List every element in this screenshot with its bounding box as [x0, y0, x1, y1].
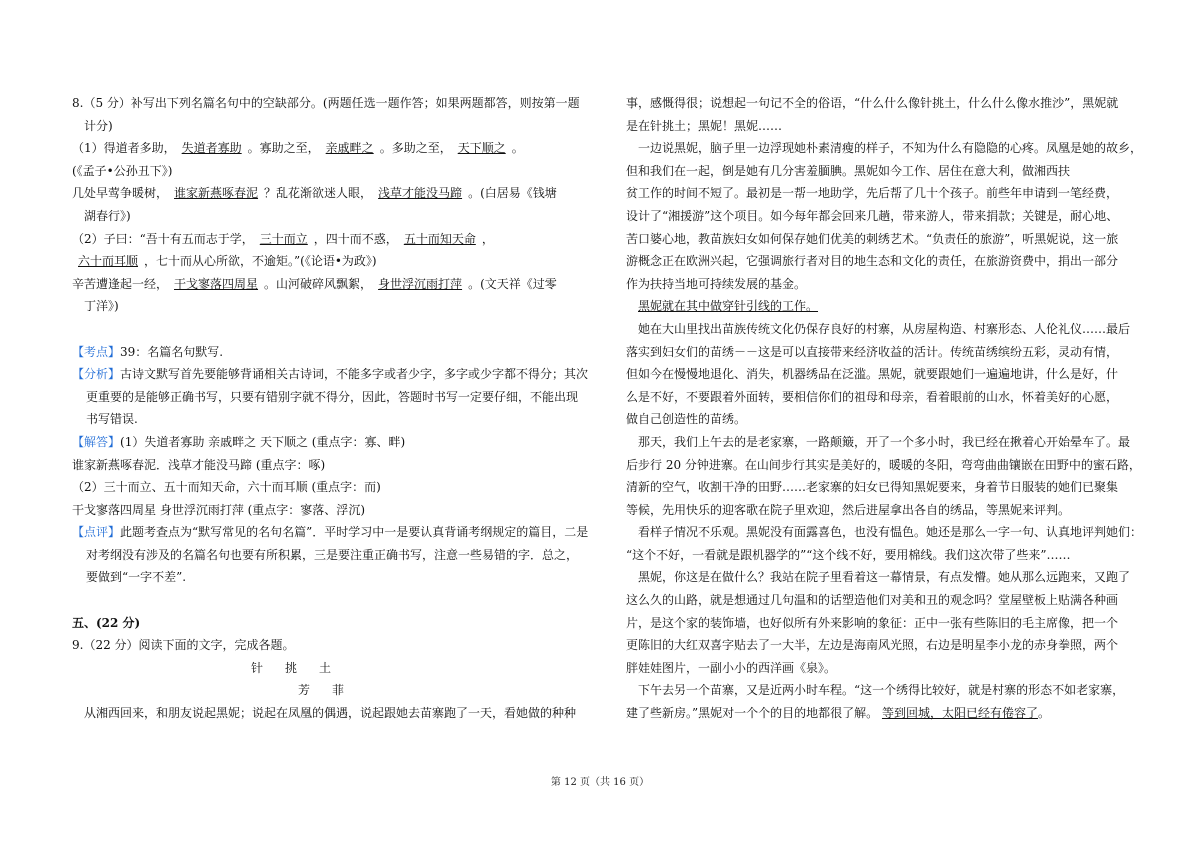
text: 古诗文默写首先要能够背诵相关古诗词，不能多字或者少字，多字或少字都不得分；其次 — [120, 367, 589, 382]
fenxi-line-2: 更重要的是能够正确书写，只要有错别字就不得分，因此，答题时书写一定要仔细，不能出现 — [86, 389, 579, 404]
kaodian-line — [72, 341, 592, 364]
article-line: 但如今在慢慢地退化、消失，机器绣品在泛滥。黑妮，就要跟她们一遍遍地讲，什么是好，什 — [626, 367, 1119, 382]
left-column — [72, 92, 592, 725]
text: 。山河破碎风飘絮， — [264, 276, 373, 291]
answer-blank: 六十而耳顺 — [78, 254, 139, 269]
text: 。多助之至， — [379, 141, 452, 156]
answer-blank: 失道者寡助 — [181, 141, 242, 156]
article-title: 针挑土 — [250, 660, 353, 675]
article-line: 设计了“湘援游”这个项目。如今每年都会回来几趟，带来游人，带来捐款；关键是，耐心地、 — [626, 208, 1119, 223]
answer-blank: 干戈寥落四周星 — [174, 276, 259, 291]
article-line: 黑妮，你这是在做什么？我站在院子里看着这一幕情景，有点发懵。她从那么远跑来，又跑了 — [638, 570, 1131, 585]
jieda-tag: 【解答】 — [72, 434, 121, 449]
jieda-line — [72, 431, 592, 454]
dianping-tag: 【点评】 — [72, 525, 121, 540]
text: ，四十而不惑， — [313, 231, 398, 246]
article-line: 这么久的山路，就是想通过几句温和的话塑造他们对美和丑的观念吗？堂屋壁板上贴满各种画 — [626, 593, 1119, 608]
article-line: 事，感慨得很；说想起一句记不全的俗语，“什么什么像针挑土，什么什么像水推沙”，黑妮就 — [626, 96, 1119, 110]
article-line: 后步行 20 分钟进寨。在山间步行其实是美好的，暖暖的冬阳，弯弯曲曲镶嵌在田野中的蜜石路， — [626, 457, 1141, 472]
article-line: 她在大山里找出苗族传统文化仍保存良好的村寨，从房屋构造、村寨形态、人伦礼仪……最后 — [638, 321, 1131, 336]
answer-blank: 天下顺之 — [457, 141, 506, 156]
q8-line-8: 丁洋》) — [84, 299, 119, 314]
article-line: 那天，我们上午去的是老家寨，一路颠簸，开了一个多小时，我已经在揪着心开始晕车了。最 — [638, 434, 1131, 449]
article-line: 是在针挑土；黑妮！黑妮…… — [626, 118, 783, 133]
article-line — [626, 702, 1146, 725]
q9-heading: 9.（22 分）阅读下面的文字，完成各题。 — [72, 638, 295, 653]
right-column — [626, 92, 1146, 725]
fenxi-line — [72, 363, 592, 386]
article-line: 更陈旧的大红双喜字贴去了一大半，左边是海南风光照，右边是明星李小龙的赤身拳照，两个 — [626, 638, 1119, 653]
jieda-line-2: 谁家新燕啄春泥．浅草才能没马蹄 (重点字：啄) — [72, 457, 326, 472]
text: 几处早莺争暖树， — [72, 186, 169, 201]
answer-blank: 三十而立 — [259, 231, 308, 246]
article-line: 等候，先用快乐的迎客歌在院子里欢迎，然后进屋拿出各自的绣品，等黑妮来评判。 — [626, 502, 1071, 517]
q8-line-3 — [72, 182, 592, 205]
jieda-line-3: （2）三十而立、五十而知天命，六十而耳顺 (重点字：而) — [72, 480, 381, 495]
q8-line-4: 湖春行》) — [84, 208, 131, 223]
q8-line-2: (《孟子•公孙丑下》) — [72, 163, 173, 178]
q8-heading: 8.（5 分）补写出下列名篇名句中的空缺部分。(两题任选一题作答；如果两题都答，则按第一题 — [72, 96, 580, 110]
text: 。 — [1037, 706, 1050, 721]
article-line: 看样子情况不乐观。黑妮没有面露喜色，也没有愠色。她还是那么一字一句、认真地评判她们： — [638, 525, 1143, 540]
answer-blank: 亲戚畔之 — [325, 141, 374, 156]
article-line: “这个不好，一看就是跟机器学的”“这个线不好，要用棉线。我们这次带了些来”…… — [626, 547, 1071, 562]
article-line: 片，是这个家的装饰墙，也好似所有外来影响的象征：正中一张有些陈旧的毛主席像，把一个 — [626, 615, 1119, 630]
dianping-line — [72, 521, 592, 544]
article-paragraph-1: 从湘西回来，和朋友说起黑妮；说起在凤凰的偶遇，说起跟她去苗寨跑了一天，看她做的种种 — [84, 706, 577, 721]
jieda-line-4: 干戈寥落四周星 身世浮沉雨打萍 (重点字：寥落、浮沉) — [72, 502, 365, 517]
text: 。(白居易《钱塘 — [468, 186, 557, 201]
page-number: 第 12 页（共 16 页） — [550, 777, 650, 788]
article-line: 下午去另一个苗寨，又是近两小时车程。“这一个绣得比较好，就是村寨的形态不如老家寨， — [638, 683, 1125, 698]
article-line: 贫工作的时间不短了。最初是一帮一地助学，先后帮了几十个孩子。前些年申请到一笔经费， — [626, 186, 1119, 201]
answer-blank: 浅草才能没马蹄 — [378, 186, 463, 201]
article-line: 么是不好，不要跟着外面转，要相信你们的祖母和母亲，看着眼前的山水，怀着美好的心愿， — [626, 389, 1119, 404]
text: 。(文天祥《过零 — [468, 276, 557, 291]
answer-blank: 谁家新燕啄春泥 — [174, 186, 259, 201]
spacer — [72, 318, 592, 341]
answer-blank: 五十而知天命 — [403, 231, 476, 246]
text: ， — [481, 231, 494, 246]
q8-line-5 — [72, 228, 592, 251]
text: （2）子曰：“吾十有五而志于学， — [72, 231, 254, 246]
article-line: 作为扶持当地可持续发展的基金。 — [626, 276, 807, 291]
fenxi-line-3: 书写错误. — [86, 412, 138, 427]
text: （1）得道者多助， — [72, 141, 176, 156]
article-line: 游概念正在欧洲兴起，它强调旅行者对目的地生态和文化的责任，在旅游资费中，捐出一部分 — [626, 254, 1119, 269]
fenxi-tag: 【分析】 — [72, 367, 121, 382]
text: ？乱花渐欲迷人眼， — [264, 186, 373, 201]
q8-line-1 — [72, 137, 592, 160]
article-line: 清新的空气，收割干净的田野……老家寨的妇女已得知黑妮要来，身着节日服装的她们已聚集 — [626, 480, 1119, 495]
text: 。寡助之至， — [247, 141, 320, 156]
dianping-line-3: 要做到“一字不差”. — [86, 570, 187, 585]
article-line: 苦口婆心地，教苗族妇女如何保存她们优美的刺绣艺术。“负责任的旅游”，听黑妮说，这一旅 — [626, 231, 1119, 246]
article-line: 但和我们在一起，倒是她有几分害羞腼腆。黑妮如今工作、居住在意大利，做湘西扶 — [626, 163, 1071, 178]
article-line-underlined — [626, 295, 1146, 318]
article-line: 落实到妇女们的苗绣－－这是可以直接带来经济收益的活计。传统苗绣缤纷五彩，灵动有情， — [626, 344, 1119, 359]
q8-line-6 — [72, 250, 592, 273]
section-title: 五、(22 分) — [72, 615, 141, 630]
article-line: 做自己创造性的苗绣。 — [626, 412, 747, 427]
text: 此题考查点为“默写常见的名句名篇”．平时学习中一是要认真背诵考纲规定的篇目，二是 — [120, 525, 589, 540]
text: 39：名篇名句默写. — [120, 344, 224, 359]
q8-line-7 — [72, 273, 592, 296]
text: 辛苦遭逢起一经， — [72, 276, 169, 291]
underlined-sentence: 等到回城，太阳已经有倦容了 — [881, 706, 1038, 721]
underlined-sentence: 黑妮就在其中做穿针引线的工作。 — [638, 299, 819, 314]
spacer — [72, 589, 592, 612]
article-line: 胖娃娃图片，一副小小的西洋画《泉》。 — [626, 660, 837, 675]
text: ，七十而从心所欲，不逾矩。”(《论语•为政》) — [144, 254, 377, 269]
dianping-line-2: 对考纲没有涉及的名篇名句也要有所积累，三是要注重正确书写，注意一些易错的字．总之， — [86, 547, 579, 562]
answer-blank: 身世浮沉雨打萍 — [378, 276, 463, 291]
q8-heading-cont: 计分) — [84, 118, 113, 133]
kaodian-tag: 【考点】 — [72, 344, 121, 359]
text: 建了些新房。”黑妮对一个个的目的地都很了解。 — [626, 706, 879, 721]
article-line: 一边说黑妮，脑子里一边浮现她朴素清瘦的样子，不知为什么有隐隐的心疼。凤凰是她的故乡， — [638, 141, 1143, 156]
text: 。 — [511, 141, 524, 156]
text: (1）失道者寡助 亲戚畔之 天下顺之 (重点字：寡、畔) — [120, 434, 406, 449]
article-author: 芳菲 — [297, 683, 366, 698]
